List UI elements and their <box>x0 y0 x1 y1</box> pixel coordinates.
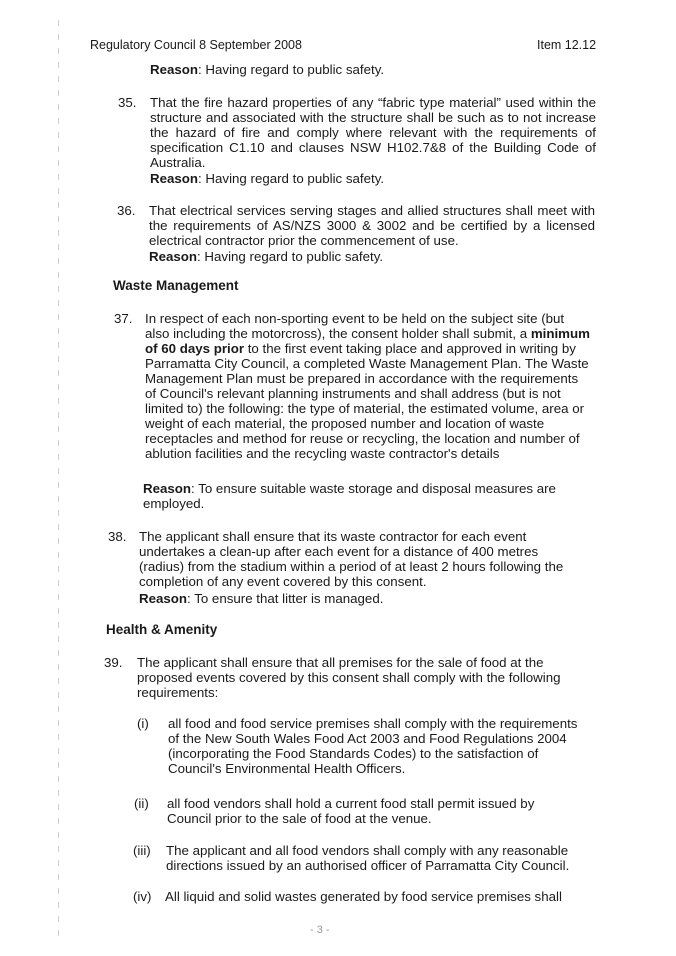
item-38-number: 38. <box>108 529 127 544</box>
item-36-reason: Reason: Having regard to public safety. <box>149 249 384 264</box>
item-39-sub-iv-text: All liquid and solid wastes generated by food service premises shall <box>165 889 562 904</box>
item-36-number: 36. <box>117 203 136 218</box>
heading-health-amenity: Health & Amenity <box>106 622 218 637</box>
item-35-reason: Reason: Having regard to public safety. <box>150 171 385 186</box>
top-reason: Reason: Having regard to public safety. <box>150 62 385 77</box>
item-38-text: The applicant shall ensure that its waste contractor for each event undertakes a clean-up after each event for a distance of 400 metres (radius) from the stadium within a period of at least 2 hours following the completion of any event covered by this consent. <box>139 529 564 589</box>
item-37-reason: Reason: To ensure suitable waste storage and disposal measures are employed. <box>143 481 556 511</box>
item-35-number: 35. <box>118 95 137 110</box>
item-38-reason: Reason: To ensure that litter is managed. <box>139 591 384 606</box>
item-39-sub-iii-number: (iii) <box>133 843 151 858</box>
item-39-sub-iv-number: (iv) <box>133 889 152 904</box>
item-35-text: That the fire hazard properties of any “fabric type material” used within the structure and associated with the structure shall be such as to not increase the hazard of fire and comply where relevant with the requirements of specification C1.10 and clauses NSW H102.7&8 of the Building Code of Australia. <box>150 95 596 170</box>
item-39-sub-i-number: (i) <box>137 716 149 731</box>
item-39-sub-i-text: all food and food service premises shall comply with the requirements of the New South Wales Food Act 2003 and Food Regulations 2004 (incorporating the Food Standards Codes) to the satisfaction of Council's Environmental Health Officers. <box>168 716 578 776</box>
item-37-text: In respect of each non-sporting event to be held on the subject site (but also including the motorcross), the consent holder shall submit, a minimum of 60 days prior to the first event taking place and approved in writing by Parramatta City Council, a completed Waste Management Plan. The Waste Management Plan must be prepared in accordance with the requirements of Council's relevant planning instruments and shall address (but is not limited to) the following: the type of material, the estimated volume, area or weight of each material, the proposed number and location of waste receptacles and method for reuse or recycling, the location and number of ablution facilities and the recycling waste contractor's details <box>145 311 590 461</box>
item-36-text: That electrical services serving stages and allied structures shall meet with the requirements of AS/NZS 3000 & 3002 and be certified by a licensed electrical contractor prior the commencement of use. <box>149 203 595 248</box>
item-39-sub-ii-text: all food vendors shall hold a current food stall permit issued by Council prior to the sale of food at the venue. <box>167 796 535 826</box>
item-37-number: 37. <box>114 311 133 326</box>
heading-waste-management: Waste Management <box>113 278 239 293</box>
item-39-sub-ii-number: (ii) <box>134 796 149 811</box>
item-39-sub-iii-text: The applicant and all food vendors shall comply with any reasonable directions issued by an authorised officer of Parramatta City Council. <box>166 843 570 873</box>
header-left: Regulatory Council 8 September 2008 <box>90 38 302 52</box>
item-39-text: The applicant shall ensure that all premises for the sale of food at the proposed events covered by this consent shall comply with the following requirements: <box>137 655 561 700</box>
page-number: - 3 - <box>310 924 330 936</box>
scan-edge-marks <box>58 20 59 940</box>
header-right: Item 12.12 <box>537 38 597 52</box>
item-39-number: 39. <box>104 655 123 670</box>
